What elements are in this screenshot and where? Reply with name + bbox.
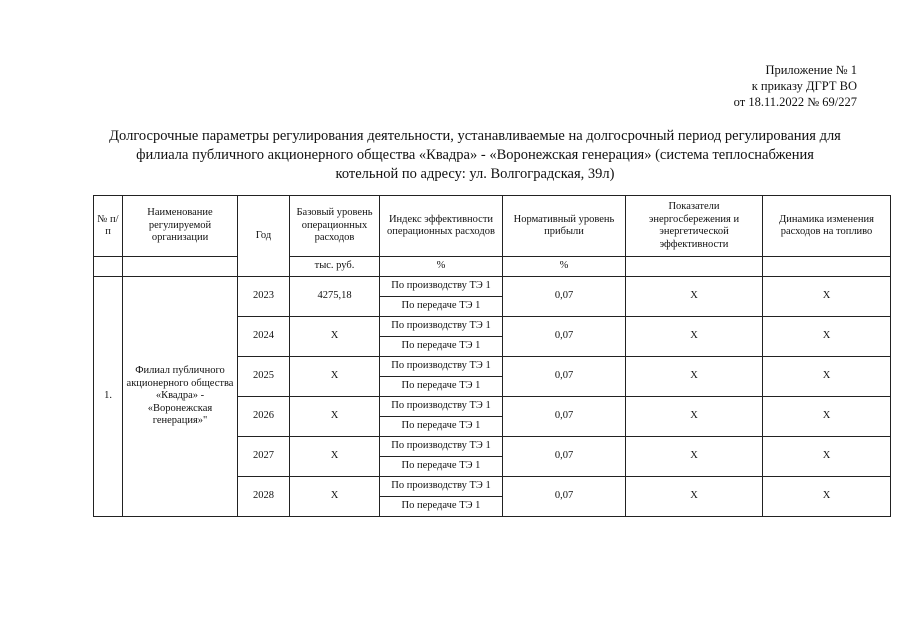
units-row: [94, 257, 891, 277]
units-index: %: [380, 257, 503, 277]
profit-level-cell: 0,07: [503, 397, 626, 437]
units-empty: [123, 257, 238, 277]
base-opex-cell: X: [290, 477, 380, 517]
base-opex-cell: X: [290, 397, 380, 437]
energy-saving-cell: X: [626, 437, 763, 477]
header-efficiency-index: Индекс эффективности операционных расходов: [380, 196, 503, 257]
order-line: к приказу ДГРТ ВО: [751, 79, 857, 93]
units-profit: %: [503, 257, 626, 277]
year-cell: 2027: [238, 437, 290, 477]
header-base-opex: Базовый уровень операционных расходов: [290, 196, 380, 257]
index-production-cell: По производству ТЭ 1: [380, 397, 503, 417]
base-opex-cell: 4275,18: [290, 277, 380, 317]
units-base: тыс. руб.: [290, 257, 380, 277]
appendix-line: Приложение № 1: [765, 63, 857, 77]
year-cell: 2025: [238, 357, 290, 397]
row-number: 1.: [94, 277, 123, 517]
base-opex-cell: X: [290, 317, 380, 357]
energy-saving-cell: X: [626, 277, 763, 317]
title-line-3: котельной по адресу: ул. Волгоградская, 39л): [335, 166, 615, 182]
year-cell: 2024: [238, 317, 290, 357]
year-cell: 2023: [238, 277, 290, 317]
profit-level-cell: 0,07: [503, 437, 626, 477]
fuel-dynamics-cell: X: [763, 317, 891, 357]
index-production-cell: По производству ТЭ 1: [380, 357, 503, 377]
title-line-2: филиала публичного акционерного общества «Квадра» - «Воронежская генерация» (система теплоснабжения: [136, 147, 814, 163]
header-num: № п/п: [94, 196, 123, 257]
table-row: [94, 277, 891, 297]
index-production-cell: По производству ТЭ 1: [380, 477, 503, 497]
year-cell: 2026: [238, 397, 290, 437]
year-cell: 2028: [238, 477, 290, 517]
appendix-block: [734, 62, 857, 110]
index-transmission-cell: По передаче ТЭ 1: [380, 497, 503, 517]
index-transmission-cell: По передаче ТЭ 1: [380, 417, 503, 437]
index-transmission-cell: По передаче ТЭ 1: [380, 377, 503, 397]
index-transmission-cell: По передаче ТЭ 1: [380, 337, 503, 357]
energy-saving-cell: X: [626, 397, 763, 437]
profit-level-cell: 0,07: [503, 477, 626, 517]
organization-name: Филиал публичного акционерного общества «Квадра» - «Воронежская генерация»": [123, 277, 238, 517]
profit-level-cell: 0,07: [503, 277, 626, 317]
base-opex-cell: X: [290, 357, 380, 397]
fuel-dynamics-cell: X: [763, 277, 891, 317]
units-empty: [763, 257, 891, 277]
index-transmission-cell: По передаче ТЭ 1: [380, 457, 503, 477]
fuel-dynamics-cell: X: [763, 397, 891, 437]
header-row: [94, 196, 891, 257]
header-year: Год: [238, 196, 290, 277]
fuel-dynamics-cell: X: [763, 477, 891, 517]
header-org: Наименование регулируемой организации: [123, 196, 238, 257]
fuel-dynamics-cell: X: [763, 357, 891, 397]
fuel-dynamics-cell: X: [763, 437, 891, 477]
units-empty: [94, 257, 123, 277]
base-opex-cell: X: [290, 437, 380, 477]
title-line-1: Долгосрочные параметры регулирования деятельности, устанавливаемые на долгосрочный период регулирования для: [109, 128, 841, 144]
energy-saving-cell: X: [626, 477, 763, 517]
profit-level-cell: 0,07: [503, 357, 626, 397]
index-production-cell: По производству ТЭ 1: [380, 317, 503, 337]
profit-level-cell: 0,07: [503, 317, 626, 357]
index-production-cell: По производству ТЭ 1: [380, 277, 503, 297]
header-profit-level: Нормативный уровень прибыли: [503, 196, 626, 257]
index-transmission-cell: По передаче ТЭ 1: [380, 297, 503, 317]
header-energy-saving: Показатели энергосбережения и энергетической эффективности: [626, 196, 763, 257]
energy-saving-cell: X: [626, 317, 763, 357]
energy-saving-cell: X: [626, 357, 763, 397]
parameters-table: [93, 195, 891, 517]
units-empty: [626, 257, 763, 277]
document-title: [60, 127, 890, 184]
header-fuel-dynamics: Динамика изменения расходов на топливо: [763, 196, 891, 257]
index-production-cell: По производству ТЭ 1: [380, 437, 503, 457]
order-date-line: от 18.11.2022 № 69/227: [733, 95, 857, 109]
